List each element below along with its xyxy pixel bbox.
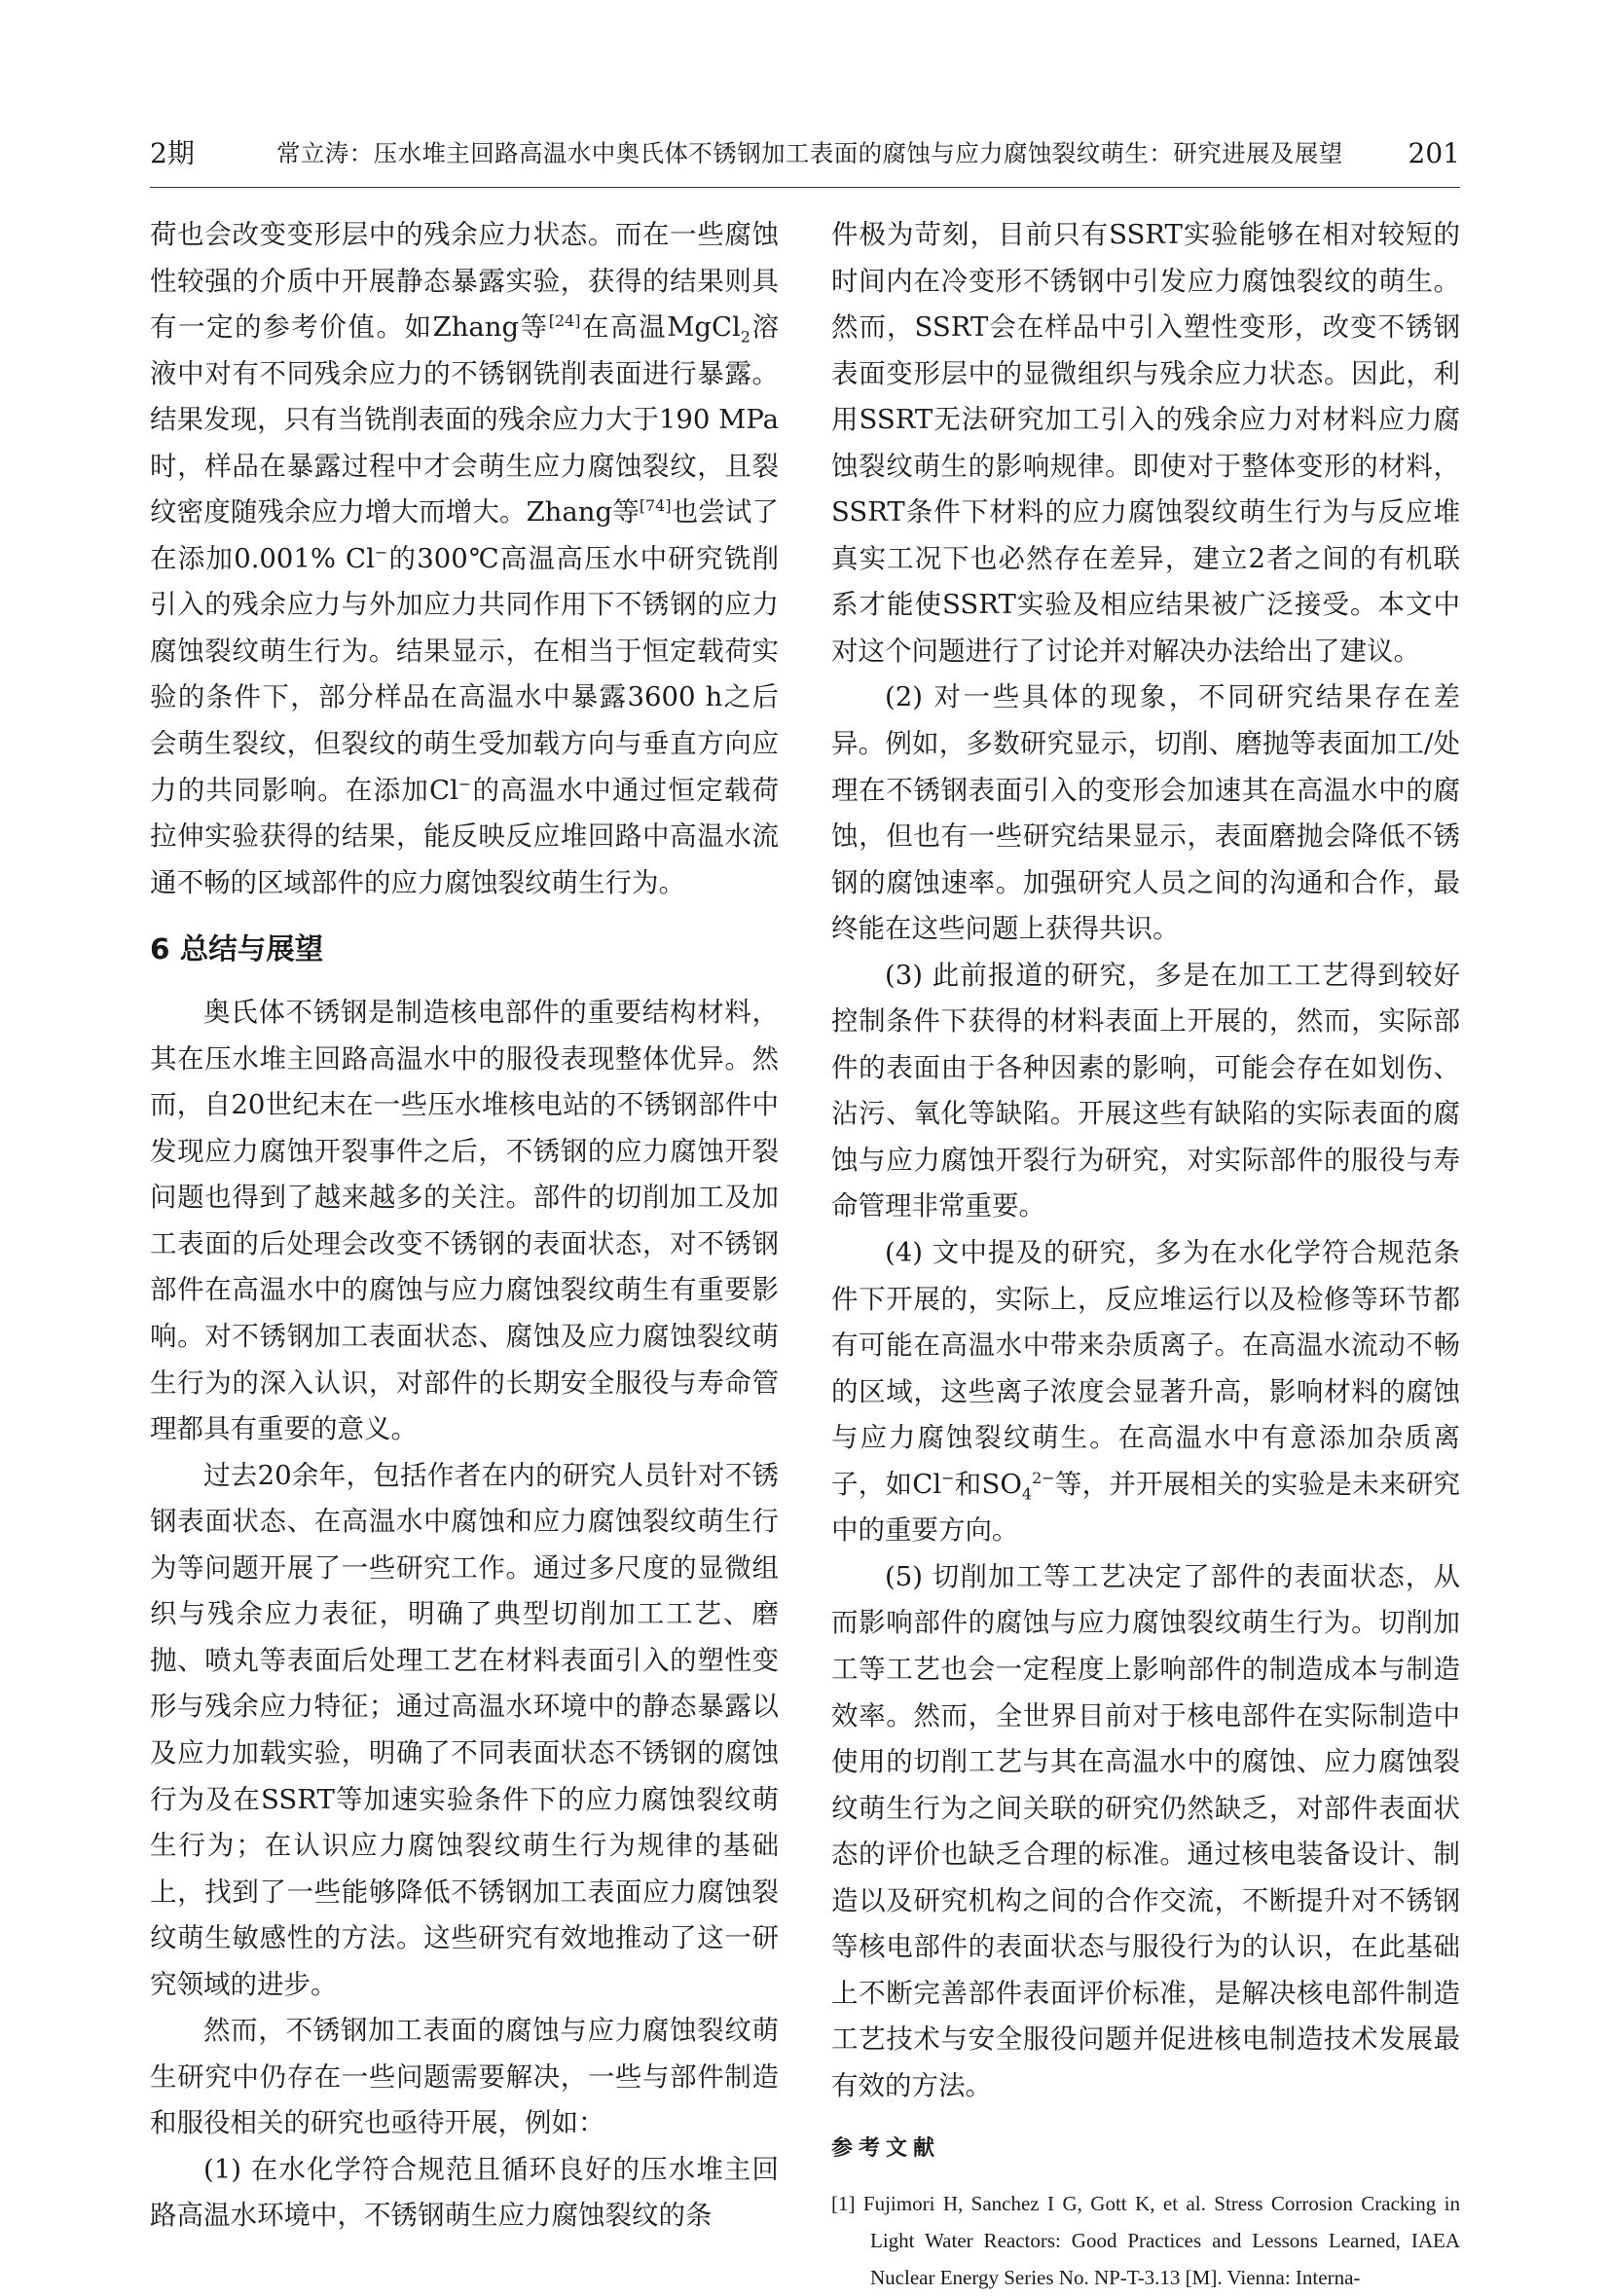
paragraph: (3) 此前报道的研究，多是在加工工艺得到较好控制条件下获得的材料表面上开展的，然而，实际部件的表面由于各种因素的影响，可能会存在如划伤、沾污、氧化等缺陷。开展这些有缺陷的实际表面的腐蚀与应力腐蚀开裂行为研究，对实际部件的服役与寿命管理非常重要。 [831, 959, 1460, 1222]
paragraph-continued: 荷也会改变变形层中的残余应力状态。而在一些腐蚀性较强的介质中开展静态暴露实验，获得的结果则具有一定的参考价值。如Zhang等[24]在高温MgCl$_2$溶液中对有不同残余应力的不锈钢铣削表面进行暴露。结果发现，只有当铣削表面的残余应力大于190 MPa时，样品在暴露过程中才会萌生应力腐蚀裂纹，且裂纹密度随残余应力增大而增大。Zhang等[74]也尝试了在添加0.001% Cl−的300℃高温高压水中研究铣削引入的残余应力与外加应力共同作用下不锈钢的应力腐蚀裂纹萌生行为。结果显示，在相当于恒定载荷实验的条件下，部分样品在高温水中暴露3600 h之后会萌生裂纹，但裂纹的萌生受加载方向与垂直方向应力的共同影响。在添加Cl−的高温水中通过恒定载荷拉伸实验获得的结果，能反映反应堆回路中高温水流通不畅的区域部件的应力腐蚀裂纹萌生行为。 [150, 219, 779, 898]
references-heading: 参考文献 [831, 2136, 941, 2162]
issue-number: 2期 [150, 137, 195, 169]
citation-74[interactable]: [74] [639, 496, 672, 516]
running-title: 常立涛：压水堆主回路高温水中奥氏体不锈钢加工表面的腐蚀与应力腐蚀裂纹萌生：研究进展及展望 [276, 139, 1343, 167]
paragraph-continued: 件极为苛刻，目前只有SSRT实验能够在相对较短的时间内在冷变形不锈钢中引发应力腐蚀裂纹的萌生。然而，SSRT会在样品中引入塑性变形，改变不锈钢表面变形层中的显微组织与残余应力状态。因此，利用SSRT无法研究加工引入的残余应力对材料应力腐蚀裂纹萌生的影响规律。即使对于整体变形的材料，SSRT条件下材料的应力腐蚀裂纹萌生行为与反应堆真实工况下也必然存在差异，建立2者之间的有机联系才能使SSRT实验及相应结果被广泛接受。本文中对这个问题进行了讨论并对解决办法给出了建议。 [831, 219, 1460, 667]
citation-24[interactable]: [24] [548, 310, 581, 330]
paragraph: (1) 在水化学符合规范且循环良好的压水堆主回路高温水环境中，不锈钢萌生应力腐蚀裂纹的条 [150, 2153, 779, 2232]
right-column [831, 212, 1460, 2296]
reference-item: [1] Fujimori H, Sanchez I G, Gott K, et al. Stress Corrosion Cracking in Light Water Reactors: Good Practices and Lessons Learned, IAEA Nuclear Energy Series No. NP-T-3.13 [M]. Vienna: Interna- [831, 2192, 1460, 2290]
paragraph: (5) 切削加工等工艺决定了部件的表面状态，从而影响部件的腐蚀与应力腐蚀裂纹萌生行为。切削加工等工艺也会一定程度上影响部件的制造成本与制造效率。然而，全世界目前对于核电部件在实际制造中使用的切削工艺与其在高温水中的腐蚀、应力腐蚀裂纹萌生行为之间关联的研究仍然缺乏，对部件表面状态的评价也缺乏合理的标准。通过核电装备设计、制造以及研究机构之间的合作交流，不断提升对不锈钢等核电部件的表面状态与服役行为的认识，在此基础上不断完善部件表面评价标准，是解决核电部件制造工艺技术与安全服役问题并促进核电制造技术发展最有效的方法。 [831, 1560, 1460, 2101]
paragraph: (2) 对一些具体的现象，不同研究结果存在差异。例如，多数研究显示，切削、磨抛等表面加工/处理在不锈钢表面引入的变形会加速其在高温水中的腐蚀，但也有一些研究结果显示，表面磨抛会降低不锈钢的腐蚀速率。加强研究人员之间的沟通和合作，最终能在这些问题上获得共识。 [831, 681, 1460, 945]
header-rule [150, 187, 1460, 188]
paragraph: 然而，不锈钢加工表面的腐蚀与应力腐蚀裂纹萌生研究中仍存在一些问题需要解决，一些与部件制造和服役相关的研究也亟待开展，例如： [150, 2015, 779, 2139]
paragraph: 过去20余年，包括作者在内的研究人员针对不锈钢表面状态、在高温水中腐蚀和应力腐蚀裂纹萌生行为等问题开展了一些研究工作。通过多尺度的显微组织与残余应力表征，明确了典型切削加工工艺、磨抛、喷丸等表面后处理工艺在材料表面引入的塑性变形与残余应力特征；通过高温水环境中的静态暴露以及应力加载实验，明确了不同表面状态不锈钢的腐蚀行为及在SSRT等加速实验条件下的应力腐蚀裂纹萌生行为；在认识应力腐蚀裂纹萌生行为规律的基础上，找到了一些能够降低不锈钢加工表面应力腐蚀裂纹萌生敏感性的方法。这些研究有效地推动了这一研究领域的进步。 [150, 1459, 779, 2000]
left-column [150, 212, 779, 2240]
paragraph: 奥氏体不锈钢是制造核电部件的重要结构材料，其在压水堆主回路高温水中的服役表现整体优异。然而，自20世纪末在一些压水堆核电站的不锈钢部件中发现应力腐蚀开裂事件之后，不锈钢的应力腐蚀开裂问题也得到了越来越多的关注。部件的切削加工及加工表面的后处理会改变不锈钢的表面状态，对不锈钢部件在高温水中的腐蚀与应力腐蚀裂纹萌生有重要影响。对不锈钢加工表面状态、腐蚀及应力腐蚀裂纹萌生行为的深入认识，对部件的长期安全服役与寿命管理都具有重要的意义。 [150, 997, 779, 1445]
page-number: 201 [1408, 137, 1460, 169]
running-header [150, 134, 1460, 173]
section-heading: 6 总结与展望 [150, 932, 324, 966]
paragraph: (4) 文中提及的研究，多为在水化学符合规范条件下开展的，实际上，反应堆运行以及检修等环节都有可能在高温水中带来杂质离子。在高温水流动不畅的区域，这些离子浓度会显著升高，影响材料的腐蚀与应力腐蚀裂纹萌生。在高温水中有意添加杂质离子，如Cl−和$SO_4^{2-}$等，并开展相关的实验是未来研究中的重要方向。 [831, 1237, 1461, 1547]
